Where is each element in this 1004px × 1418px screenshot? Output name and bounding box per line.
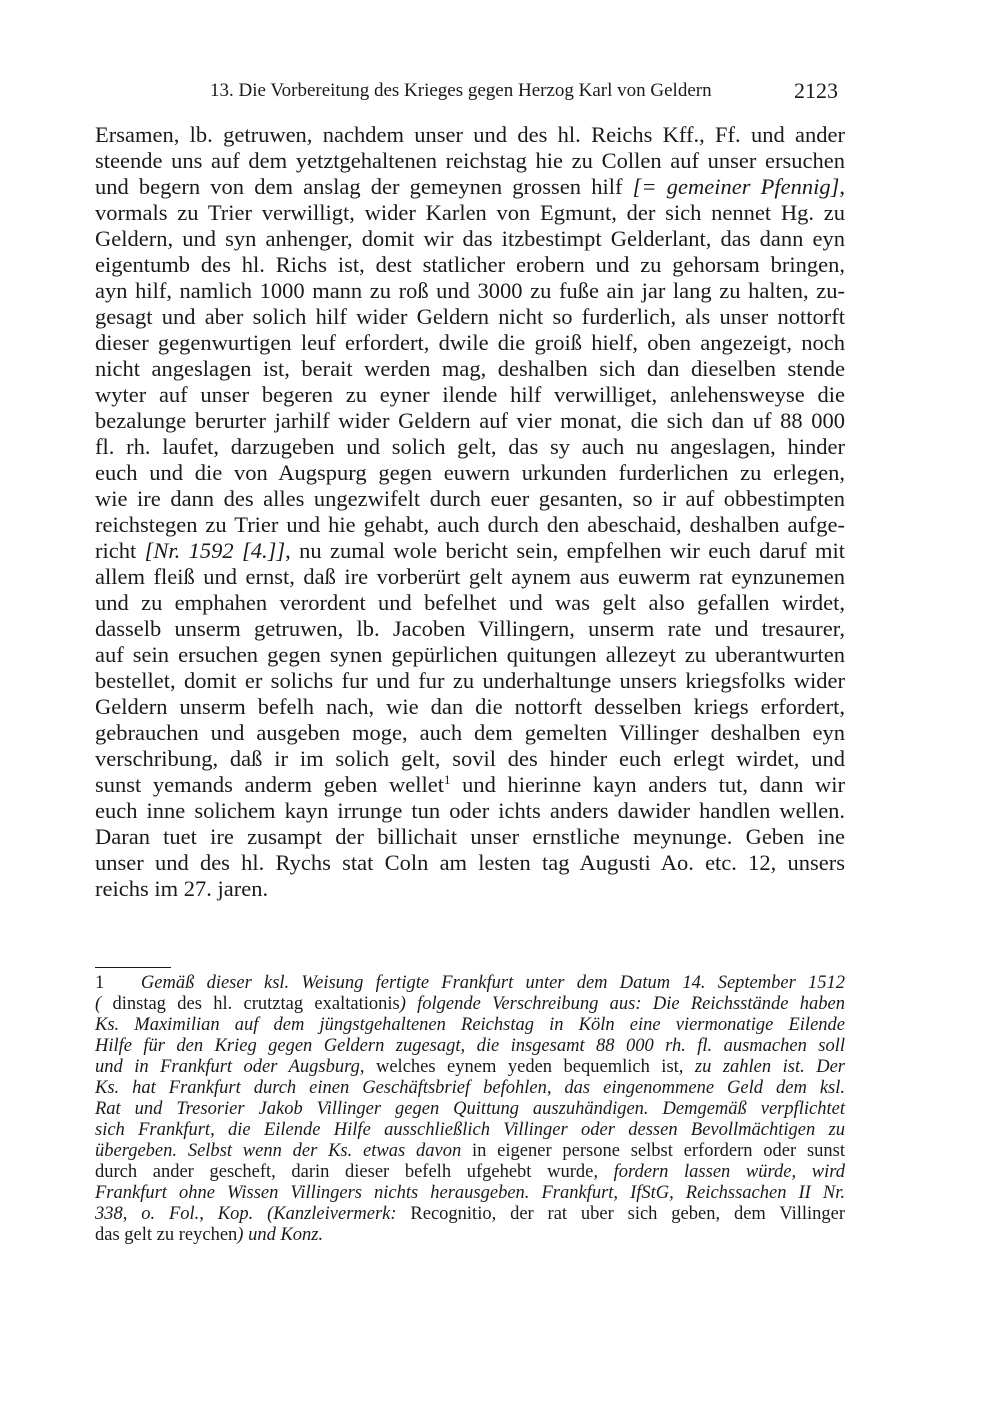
footnote-line <box>95 1183 845 1204</box>
footnote-line <box>95 1120 845 1141</box>
text-line: unser und des hl. Rychs stat Coln am lesten tag Augusti Ao. etc. 12, unsers <box>95 850 845 875</box>
text-line: reichstegen zu Trier und hie gehabt, auch durch den abeschaid, deshalben aufge- <box>95 512 845 537</box>
footnote <box>95 973 845 1246</box>
footnote-line <box>95 1078 845 1099</box>
footnote-text: Hilfe für den Krieg gegen Geldern zugesagt, die insgesamt 88 000 rh. fl. ausmachen soll <box>95 1036 845 1056</box>
text-line: allem fleiß und ernst, daß ire vorberürt gelt aynem aus euwerm rat eynzunemen <box>95 564 845 589</box>
editorial-insert: [= gemeiner Pfennig] <box>632 174 840 199</box>
text-line: vormals zu Trier verwilligt, wider Karlen von Egmunt, der sich nennet Hg. zu <box>95 200 845 225</box>
footnote-line <box>95 1225 845 1246</box>
text-line: ayn hilf, namlich 1000 mann zu roß und 3000 zu fuße ain jar lang zu halten, zu- <box>95 278 845 303</box>
text-line: Geldern unserm befelh nach, wie dan die nottorft desselben kriegs erfordert, <box>95 694 845 719</box>
footnote-line <box>95 1162 845 1183</box>
footnote-text: Rat und Tresorier Jakob Villinger gegen Quittung auszuhändigen. Demgemäß verpflichtet <box>95 1099 845 1119</box>
text-line: Daran tuet ire zusampt der billichait unser ernstliche meynunge. Geben ine <box>95 824 845 849</box>
footnote-quote: dinstag des hl. crutztag exaltationis <box>101 994 400 1014</box>
text-line: gesagt und aber solich hilf wider Geldern nicht so furderlich, als unser nottorft <box>95 304 845 329</box>
text-line <box>95 174 845 200</box>
text-line: nicht angeslagen ist, berait werden mag, deshalben sich dan dieselben stende <box>95 356 845 381</box>
footnote-text: Ks. Maximilian auf dem jüngstgehaltenen Reichstag in Köln eine viermonatige Eilende <box>95 1015 845 1035</box>
footnote-text: und in Frankfurt oder Augsburg, <box>95 1057 365 1077</box>
footnote-number: 1 <box>95 973 105 993</box>
text-run: und begern von dem anslag der gemeynen grossen hilf <box>95 174 633 199</box>
text-line: steende uns auf dem yetztgehaltenen reichstag hie zu Collen auf unser ersuchen <box>95 148 845 173</box>
footnote-text: sich Frankfurt, die Eilende Hilfe ausschließlich Villinger oder dessen Bevollmächtigen zu <box>95 1120 845 1140</box>
footnote-quote: welches eynem yeden bequemlich ist <box>364 1057 679 1077</box>
text-line: wie ire dann des alles ungezwifelt durch euer gesanten, so ir auf obbestimpten <box>95 486 845 511</box>
text-line: Ersamen, lb. getruwen, nachdem unser und des hl. Reichs Kff., Ff. und ander <box>95 122 845 147</box>
footnote-line <box>95 1057 845 1078</box>
footnote-text: , fordern lassen würde, wird <box>593 1162 845 1182</box>
text-line: auf sein ersuchen gegen synen gepürlichen quitungen allezeyt zu uberantwurten <box>95 642 845 667</box>
footnote-quote: das gelt zu reychen <box>95 1225 238 1245</box>
text-line: wyter auf unser begeren zu eyner ilende hilf verwilliget, anlehensweyse die <box>95 382 845 407</box>
footnote-line <box>95 1036 845 1057</box>
footnote-text: ) folgende Verschreibung aus: Die Reichsstände haben <box>399 994 845 1014</box>
text-line: euch inne solichem kayn irrunge tun oder ichts anders dawider handlen wellen. <box>95 798 845 823</box>
text-line: gebrauchen und ausgeben moge, auch dem gemelten Villinger deshalben eyn <box>95 720 845 745</box>
footnote-line <box>95 994 845 1015</box>
text-run: , nu zumal wole bericht sein, empfelhen wir euch daruf mit <box>285 538 845 563</box>
text-line: fl. rh. laufet, darzugeben und solich gelt, das sy auch nu angeslagen, hinder <box>95 434 845 459</box>
text-line: verschribung, daß ir im solich gelt, sovil des hinder euch erlegt wirdet, und <box>95 746 845 771</box>
footnote-text: Frankfurt ohne Wissen Villingers nichts herausgeben. Frankfurt, IfStG, Reichssachen II Nr. <box>95 1183 845 1203</box>
text-line: euch und die von Augspurg gegen euwern urkunden furderlichen zu erlegen, <box>95 460 845 485</box>
footnote-marker[interactable]: 1 <box>443 772 451 787</box>
text-line: eigentumb des hl. Richs ist, dest statlicher erobern und zu gehorsam bringen, <box>95 252 845 277</box>
footnote-text: übergeben. Selbst wenn der Ks. etwas davon <box>95 1141 462 1161</box>
footnote-quote: in eigener persone selbst erfordern oder sunst <box>461 1141 845 1161</box>
page-number: 2123 <box>794 78 838 103</box>
footnote-text: Gemäß dieser ksl. Weisung fertigte Frankfurt unter dem Datum 14. September 1512 <box>140 973 845 993</box>
text-run: richt <box>95 538 145 563</box>
text-run: und hierinne kayn anders tut, dann wir <box>450 772 845 797</box>
footnote-text: ( <box>95 994 102 1014</box>
footnote-text: Ks. hat Frankfurt durch einen Geschäftsbrief befohlen, das eingenommene Geld dem ksl. <box>95 1078 845 1098</box>
text-line: bestellet, domit er solichs fur und fur zu underhaltunge unsers kriegsfolks wider <box>95 668 845 693</box>
text-line: bezalunge berurter jarhilf wider Geldern auf vier monat, die sich dan uf 88 000 <box>95 408 845 433</box>
footnote-line <box>95 1141 845 1162</box>
footnote-quote: Recognitio, der rat uber sich geben, dem Villinger <box>396 1204 845 1224</box>
footnote-text: 338, o. Fol., Kop. (Kanzleivermerk: <box>95 1204 397 1224</box>
main-text <box>95 122 845 902</box>
text-line: reichs im 27. jaren. <box>95 876 269 901</box>
text-line <box>95 538 845 564</box>
text-run: , <box>839 174 845 199</box>
footnote-line <box>95 1099 845 1120</box>
footnote-line <box>95 1204 845 1225</box>
text-run: sunst yemands anderm geben wellet <box>95 772 444 797</box>
text-line: Geldern, und syn anhenger, domit wir das itzbestimpt Gelderlant, das dann eyn <box>95 226 845 251</box>
footnote-line <box>95 1015 845 1036</box>
footnote-text: , zu zahlen ist. Der <box>678 1057 845 1077</box>
footnote-divider <box>95 967 171 968</box>
footnote-quote: durch ander gescheft, darin dieser befelh ufgehebt wurde <box>95 1162 594 1182</box>
editorial-reference: [Nr. 1592 [4.]] <box>144 538 286 563</box>
text-line: dasselb unserm getruwen, lb. Jacoben Villingern, unserm rate und tresaurer, <box>95 616 845 641</box>
footnote-line <box>95 973 845 994</box>
text-line: dieser gegenwurtigen leuf erfordert, dwile die groiß hielf, oben angezeigt, noch <box>95 330 845 355</box>
footnote-text: ) und Konz. <box>237 1225 324 1245</box>
text-line: und zu emphahen verordent und befelhet und was gelt also gefallen wirdet, <box>95 590 845 615</box>
running-title: 13. Die Vorbereitung des Krieges gegen Herzog Karl von Geldern <box>210 80 712 101</box>
text-line <box>95 772 845 798</box>
